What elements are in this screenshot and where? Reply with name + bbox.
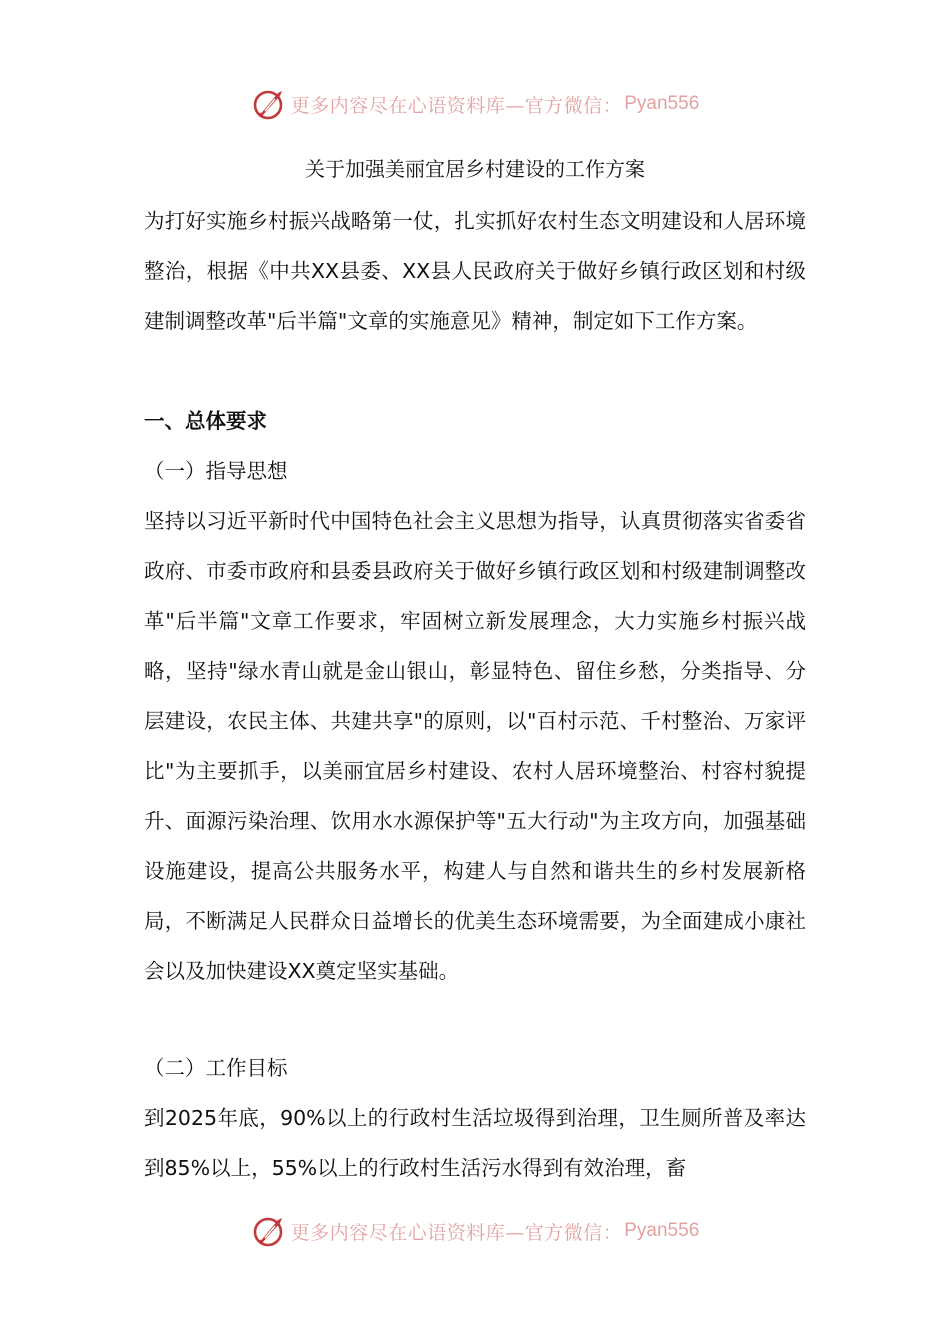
- watermark-wechat-id: Pyan556: [624, 93, 700, 114]
- quill-logo-icon: [251, 1213, 287, 1249]
- document-title: 关于加强美丽宜居乡村建设的工作方案: [305, 157, 645, 181]
- guiding-ideology-paragraph: 坚持以习近平新时代中国特色社会主义思想为指导，认真贯彻落实省委省政府、市委市政府和县委县政府关于做好乡镇行政区划和村级建制调整改革"后半篇"文章工作要求，牢固树立新发展理念，大力实施乡村振兴战略，坚持"绿水青山就是金山银山，彰显特色、留住乡愁，分类指导、分层建设，农民主体、共建共享"的原则，以"百村示范、千村整治、万家评比"为主要抓手，以美丽宜居乡村建设、农村人居环境整治、村容村貌提升、面源污染治理、饮用水水源保护等"五大行动"为主攻方向，加强基础设施建设，提高公共服务水平，构建人与自然和谐共生的乡村发展新格局，不断满足人民群众日益增长的优美生态环境需要，为全面建成小康社会以及加快建设XX奠定坚实基础。: [144, 509, 806, 983]
- watermark-header: [0, 84, 950, 124]
- quill-logo-icon: [251, 86, 287, 122]
- watermark-text: 更多内容尽在心语资料库—官方微信：: [290, 1221, 623, 1244]
- watermark-text: 更多内容尽在心语资料库—官方微信：: [290, 94, 623, 117]
- subsection-heading-guiding-ideology: （一）指导思想: [144, 459, 288, 483]
- subsection-heading-work-goals: （二）工作目标: [144, 1056, 288, 1080]
- work-goals-paragraph: 到2025年底，90%以上的行政村生活垃圾得到治理，卫生厕所普及率达到85%以上，55%以上的行政村生活污水得到有效治理，畜: [144, 1106, 806, 1180]
- watermark-wechat-id: Pyan556: [624, 1220, 700, 1241]
- intro-paragraph: 为打好实施乡村振兴战略第一仗，扎实抓好农村生态文明建设和人居环境整治，根据《中共XX县委、XX县人民政府关于做好乡镇行政区划和村级建制调整改革"后半篇"文章的实施意见》精神，制定如下工作方案。: [144, 209, 806, 333]
- section-heading-general-requirements: 一、总体要求: [144, 409, 267, 433]
- watermark-footer: [0, 1211, 950, 1251]
